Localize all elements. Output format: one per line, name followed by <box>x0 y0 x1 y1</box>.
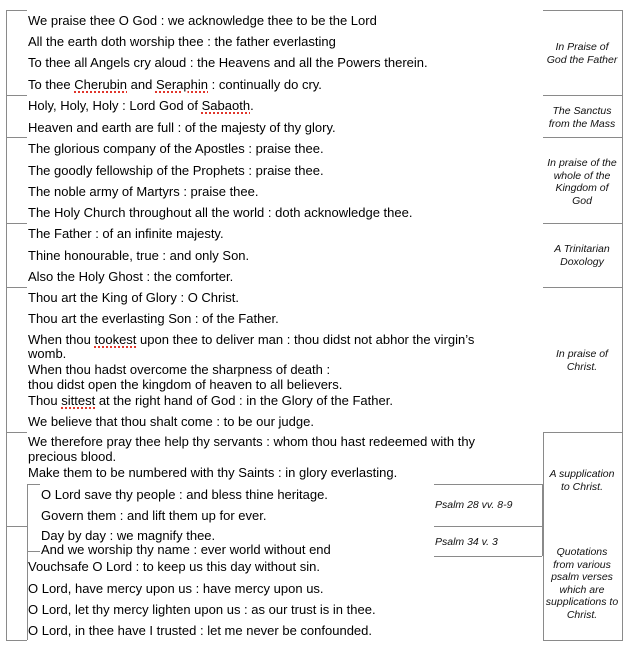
text-line: Make them to be numbered with thy Saints : in glory everlasting. <box>28 465 398 480</box>
text-line: We believe that thou shalt come : to be our judge. <box>28 414 314 429</box>
section-note: Quotations from various psalm verses which are supplications to Christ. <box>545 546 619 621</box>
text-line <box>28 332 474 347</box>
notes-divider <box>543 223 623 224</box>
text-line: Also the Holy Ghost : the comforter. <box>28 269 234 284</box>
spellcheck-flagged-word[interactable]: sittest <box>61 393 96 408</box>
text-line: The Holy Church throughout all the world : doth acknowledge thee. <box>28 205 413 220</box>
text-line: Govern them : and lift them up for ever. <box>41 508 267 523</box>
text-span: Thou <box>28 393 62 408</box>
psalm-ref-divider <box>434 556 542 557</box>
psalm-ref-divider <box>434 484 542 485</box>
text-line: The noble army of Martyrs : praise thee. <box>28 184 259 199</box>
text-line: We therefore pray thee help thy servants : whom thou hast redeemed with thy <box>28 434 476 449</box>
text-line: Day by day : we magnify thee. <box>41 528 216 543</box>
notes-divider <box>543 137 623 138</box>
text-line: When thou hadst overcome the sharpness of death : <box>28 362 331 377</box>
psalm-ref-label: Psalm 28 vv. 8-9 <box>435 499 513 511</box>
psalm-bracket-line <box>27 484 28 526</box>
section-divider-left <box>6 640 27 641</box>
text-line: To thee all Angels cry aloud : the Heavens and all the Powers therein. <box>28 55 428 70</box>
spellcheck-flagged-word[interactable]: Seraphin <box>155 77 208 92</box>
psalm-bracket-tick <box>27 484 40 485</box>
text-line: The goodly fellowship of the Prophets : praise thee. <box>28 163 324 178</box>
section-divider-left <box>6 223 27 224</box>
text-line: Vouchsafe O Lord : to keep us this day without sin. <box>28 559 320 574</box>
notes-divider <box>543 10 623 11</box>
text-line: O Lord save thy people : and bless thine heritage. <box>41 487 328 502</box>
text-span: To thee <box>28 77 75 92</box>
left-bracket-line <box>6 10 7 641</box>
section-divider-left <box>6 287 27 288</box>
psalm-ref-label: Psalm 34 v. 3 <box>435 536 498 548</box>
text-span: upon thee to deliver man : thou didst not abhor the virgin’s <box>136 332 475 347</box>
text-line: womb. <box>28 346 67 361</box>
text-line: And we worship thy name : ever world without end <box>41 542 331 557</box>
text-line: Heaven and earth are full : of the majesty of thy glory. <box>28 120 336 135</box>
text-line: Thine honourable, true : and only Son. <box>28 248 250 263</box>
text-line: O Lord, in thee have I trusted : let me never be confounded. <box>28 623 372 638</box>
section-divider-left <box>6 526 27 527</box>
section-note: A supplication to Christ. <box>549 468 615 493</box>
section-divider-left <box>6 432 27 433</box>
spellcheck-flagged-word[interactable]: tookest <box>94 332 137 347</box>
text-line: O Lord, let thy mercy lighten upon us : as our trust is in thee. <box>28 602 376 617</box>
text-span: . <box>250 98 254 113</box>
spellcheck-flagged-word[interactable]: Sabaoth <box>201 98 251 113</box>
text-line: All the earth doth worship thee : the father everlasting <box>28 34 336 49</box>
text-span: and <box>127 77 156 92</box>
section-note: In Praise of God the Father <box>546 41 618 66</box>
section-divider-left <box>6 137 27 138</box>
text-line: O Lord, have mercy upon us : have mercy upon us. <box>28 581 324 596</box>
text-span: Holy, Holy, Holy : Lord God of <box>28 98 202 113</box>
notes-divider <box>543 640 623 641</box>
section-note: A Trinitarian Doxology <box>554 243 610 268</box>
text-line: Thou art the King of Glory : O Christ. <box>28 290 239 305</box>
text-line: The Father : of an infinite majesty. <box>28 226 224 241</box>
text-line <box>28 98 254 113</box>
text-line: thou didst open the kingdom of heaven to all believers. <box>28 377 343 392</box>
section-note: The Sanctus from the Mass <box>548 105 616 130</box>
text-span: at the right hand of God : in the Glory of the Father. <box>95 393 393 408</box>
text-line: The glorious company of the Apostles : praise thee. <box>28 141 324 156</box>
section-divider-left <box>6 10 27 11</box>
psalm-ref-divider <box>434 526 542 527</box>
psalm-bracket-tick <box>27 551 40 552</box>
section-note: In praise of the whole of the Kingdom of God <box>547 157 617 207</box>
spellcheck-flagged-word[interactable]: Cherubin <box>74 77 128 92</box>
text-line: We praise thee O God : we acknowledge thee to be the Lord <box>28 13 377 28</box>
text-line <box>28 393 393 408</box>
text-span: When thou <box>28 332 95 347</box>
text-line: precious blood. <box>28 449 117 464</box>
notes-divider <box>543 432 623 433</box>
section-divider-left <box>6 95 27 96</box>
text-span: : continually do cry. <box>208 77 322 92</box>
notes-divider <box>543 287 623 288</box>
text-line: Thou art the everlasting Son : of the Father. <box>28 311 279 326</box>
notes-divider <box>543 95 623 96</box>
section-note: In praise of Christ. <box>556 348 608 373</box>
text-line <box>28 77 322 92</box>
